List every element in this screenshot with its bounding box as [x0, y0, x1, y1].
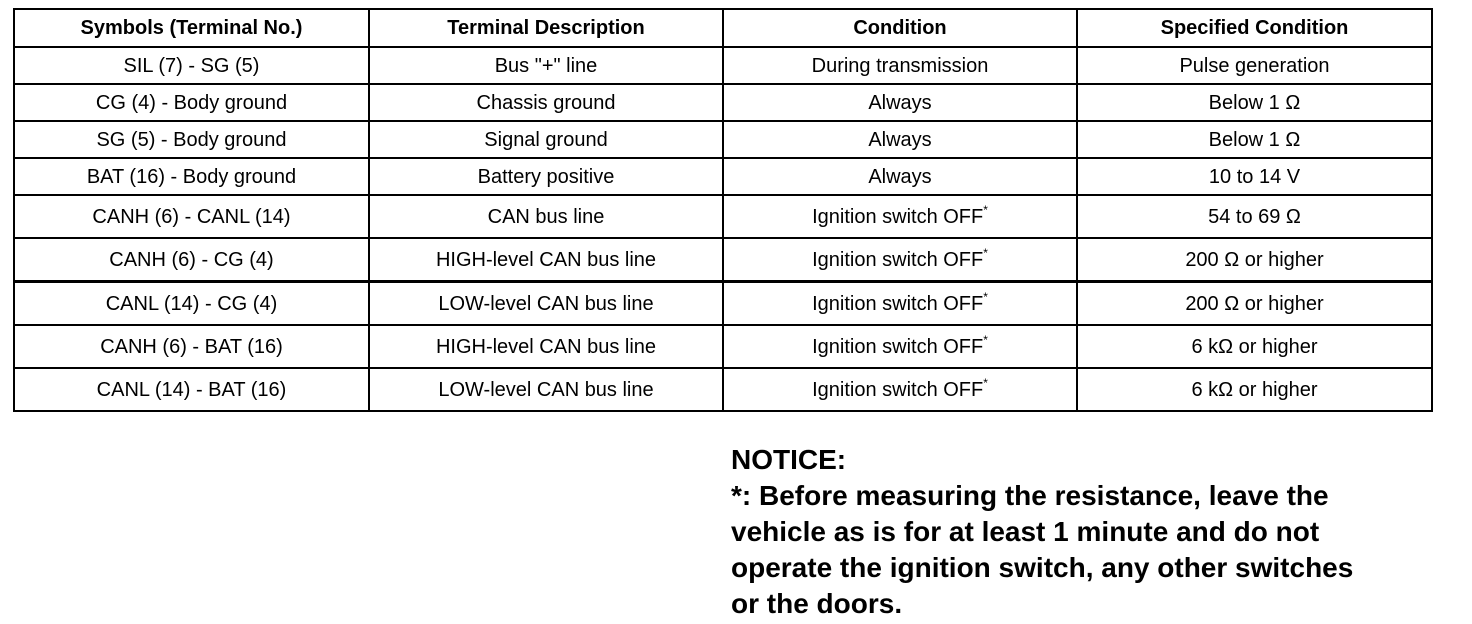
notice-heading: NOTICE:	[731, 444, 847, 475]
cell-symbols: CANL (14) - CG (4)	[14, 282, 369, 326]
cell-description: Signal ground	[369, 121, 723, 158]
cell-description: Chassis ground	[369, 84, 723, 121]
condition-text: Ignition switch OFF	[812, 335, 984, 358]
cell-specified: 6 kΩ or higher	[1077, 368, 1432, 411]
condition-text: Ignition switch OFF	[812, 292, 984, 315]
condition-text: Always	[868, 165, 932, 188]
cell-symbols: SG (5) - Body ground	[14, 121, 369, 158]
cell-symbols: CANH (6) - CG (4)	[14, 238, 369, 282]
asterisk-mark: *	[983, 375, 988, 390]
header-specified-condition: Specified Condition	[1077, 9, 1432, 47]
cell-condition	[723, 238, 1077, 282]
condition-text: During transmission	[811, 54, 989, 77]
cell-symbols: CANL (14) - BAT (16)	[14, 368, 369, 411]
table-row	[14, 47, 1432, 84]
cell-description: Bus "+" line	[369, 47, 723, 84]
table-row	[14, 195, 1432, 238]
cell-symbols: BAT (16) - Body ground	[14, 158, 369, 195]
header-terminal-description: Terminal Description	[369, 9, 723, 47]
cell-specified: Pulse generation	[1077, 47, 1432, 84]
notice-line: or the doors.	[731, 588, 903, 619]
cell-symbols: CANH (6) - CANL (14)	[14, 195, 369, 238]
cell-description: LOW-level CAN bus line	[369, 282, 723, 326]
cell-specified: 10 to 14 V	[1077, 158, 1432, 195]
cell-description: HIGH-level CAN bus line	[369, 325, 723, 368]
cell-specified: 200 Ω or higher	[1077, 238, 1432, 282]
notice-line: vehicle as is for at least 1 minute and do not	[731, 516, 1320, 547]
header-condition: Condition	[723, 9, 1077, 47]
cell-symbols: CANH (6) - BAT (16)	[14, 325, 369, 368]
table-row	[14, 158, 1432, 195]
cell-symbols: SIL (7) - SG (5)	[14, 47, 369, 84]
condition-text: Ignition switch OFF	[812, 205, 984, 228]
cell-condition	[723, 158, 1077, 195]
condition-text: Always	[868, 91, 932, 114]
header-symbols: Symbols (Terminal No.)	[14, 9, 369, 47]
cell-specified: Below 1 Ω	[1077, 84, 1432, 121]
cell-condition	[723, 84, 1077, 121]
table-row	[14, 368, 1432, 411]
cell-description: HIGH-level CAN bus line	[369, 238, 723, 282]
asterisk-mark: *	[983, 332, 988, 347]
asterisk-mark: *	[983, 202, 988, 217]
condition-text: Ignition switch OFF	[812, 378, 984, 401]
notice-line: operate the ignition switch, any other switches	[731, 552, 1354, 583]
table-header-row	[14, 9, 1432, 47]
cell-symbols: CG (4) - Body ground	[14, 84, 369, 121]
notice-block	[731, 442, 1431, 622]
cell-condition	[723, 195, 1077, 238]
condition-text: Ignition switch OFF	[812, 248, 984, 271]
cell-condition	[723, 47, 1077, 84]
cell-description: LOW-level CAN bus line	[369, 368, 723, 411]
cell-description: Battery positive	[369, 158, 723, 195]
cell-specified: Below 1 Ω	[1077, 121, 1432, 158]
terminal-spec-table	[13, 8, 1433, 412]
cell-condition	[723, 282, 1077, 326]
table-row	[14, 84, 1432, 121]
table-row	[14, 238, 1432, 282]
cell-condition	[723, 368, 1077, 411]
table-row	[14, 325, 1432, 368]
cell-description: CAN bus line	[369, 195, 723, 238]
cell-condition	[723, 325, 1077, 368]
cell-specified: 200 Ω or higher	[1077, 282, 1432, 326]
cell-condition	[723, 121, 1077, 158]
asterisk-mark: *	[983, 289, 988, 304]
table-row	[14, 121, 1432, 158]
table-row	[14, 282, 1432, 326]
asterisk-mark: *	[983, 245, 988, 260]
cell-specified: 6 kΩ or higher	[1077, 325, 1432, 368]
condition-text: Always	[868, 128, 932, 151]
notice-line: *: Before measuring the resistance, leave the	[731, 480, 1329, 511]
cell-specified: 54 to 69 Ω	[1077, 195, 1432, 238]
